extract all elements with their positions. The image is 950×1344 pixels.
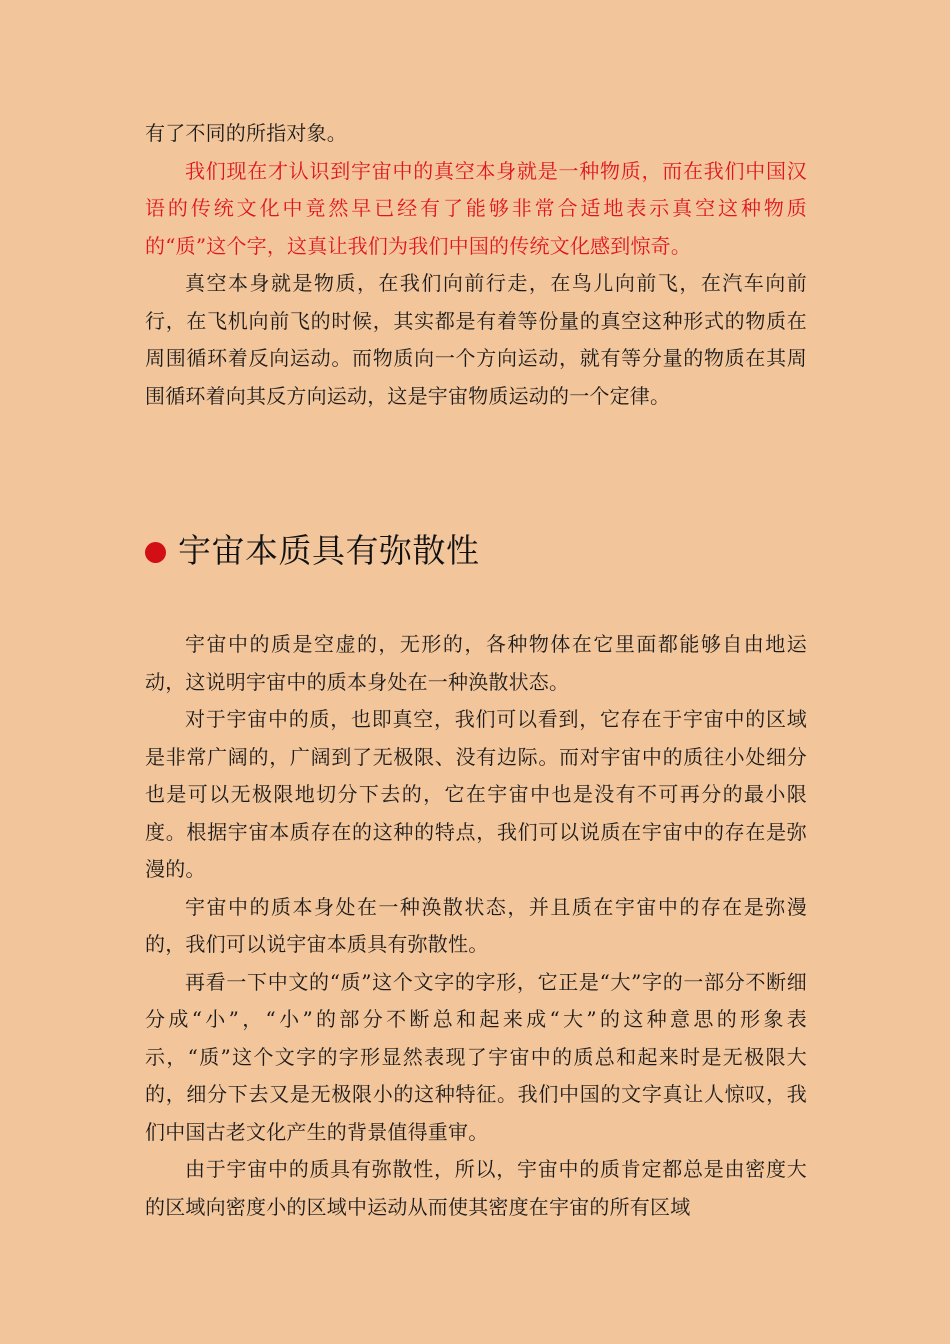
red-bullet-icon bbox=[145, 542, 166, 563]
section-heading-text: 宇宙本质具有弥散性 bbox=[178, 531, 480, 570]
paragraph-vacuum-matter: 真空本身就是物质，在我们向前行走，在鸟儿向前飞，在汽车向前行，在飞机向前飞的时候，其实都是有着等份量的真空这种形式的物质在周围循环着反向运动。而物质向一个方向运动，就有等分量的物质在其周围循环着向其反方向运动，这是宇宙物质运动的一个定律。 bbox=[145, 271, 807, 408]
paragraph-continuation: 有了不同的所指对象。 bbox=[145, 121, 347, 145]
paragraph: 再看一下中文的“质”这个文字的字形，它正是“大”字的一部分不断细分成“小”，“小”的部分不断总和起来成“大”的这种意思的形象表示，“质”这个文字的字形显然表现了宇宙中的质总和起来时是无极限大的，细分下去又是无极限小的这种特征。我们中国的文字真让人惊叹，我们中国古老文化产生的背景值得重审。 bbox=[145, 969, 807, 1144]
paragraph: 对于宇宙中的质，也即真空，我们可以看到，它存在于宇宙中的区域是非常广阔的，广阔到了无极限、没有边际。而对宇宙中的质往小处细分也是可以无极限地切分下去的，它在宇宙中也是没有不可再分的最小限度。根据宇宙本质存在的这种的特点，我们可以说质在宇宙中的存在是弥漫的。 bbox=[145, 707, 807, 881]
paragraph: 宇宙中的质是空虚的，无形的，各种物体在它里面都能够自由地运动，这说明宇宙中的质本身处在一种涣散状态。 bbox=[145, 632, 807, 694]
section-heading bbox=[145, 528, 480, 574]
paragraph: 宇宙中的质本身处在一种涣散状态，并且质在宇宙中的存在是弥漫的，我们可以说宇宙本质具有弥散性。 bbox=[145, 894, 807, 956]
paragraph-highlighted: 我们现在才认识到宇宙中的真空本身就是一种物质，而在我们中国汉语的传统文化中竟然早已经有了能够非常合适地表示真空这种物质的“质”这个字，这真让我们为我们中国的传统文化感到惊奇。 bbox=[145, 158, 807, 258]
paragraph: 由于宇宙中的质具有弥散性，所以，宇宙中的质肯定都总是由密度大的区域向密度小的区域中运动从而使其密度在宇宙的所有区域 bbox=[145, 1157, 807, 1219]
document-section-top bbox=[145, 115, 807, 415]
document-section-body bbox=[145, 626, 807, 1226]
